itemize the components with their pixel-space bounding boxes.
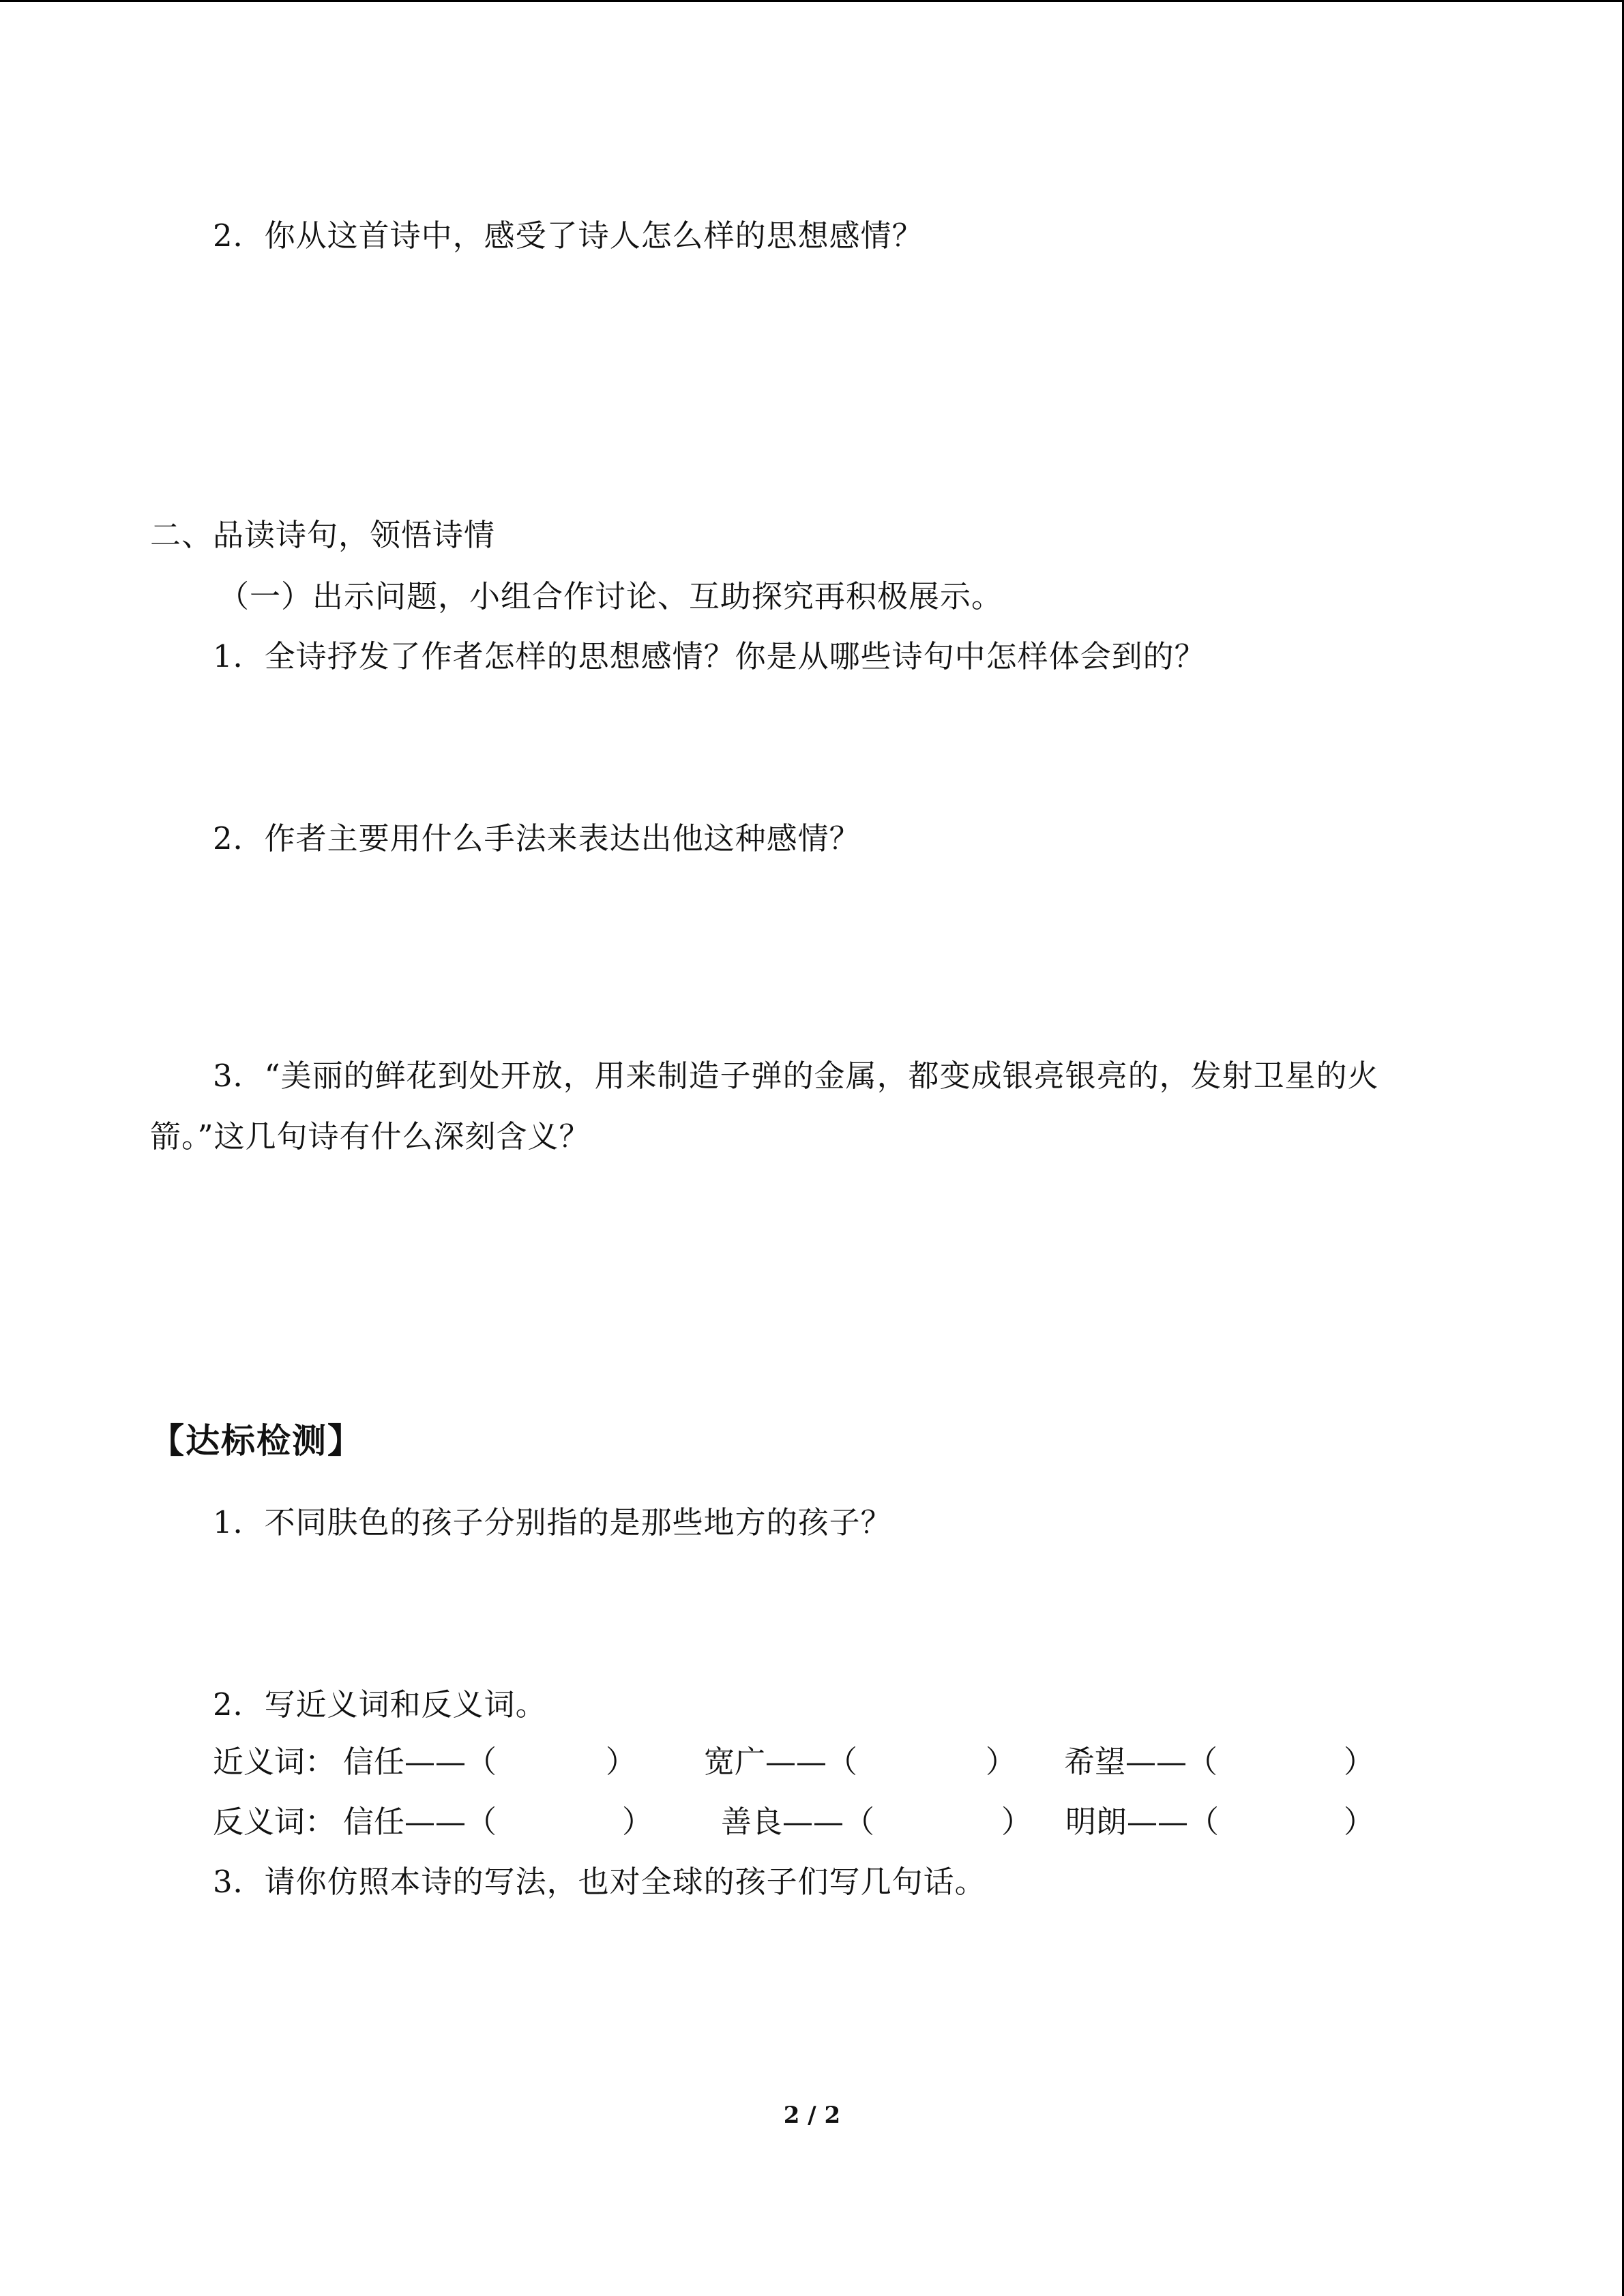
subsection-1: （一）出示问题，小组合作讨论、互助探究再积极展示。: [218, 578, 1003, 614]
synonym-blank-3-close: ）: [1344, 1744, 1375, 1780]
section-2-title: 二、品读诗句，领悟诗情: [150, 517, 496, 553]
test-question-3: 3．请你仿照本诗的写法，也对全球的孩子们写几句话。: [213, 1864, 986, 1900]
test-section-heading: 【达标检测】: [150, 1421, 363, 1461]
synonym-item-2: 宽广——（: [704, 1744, 858, 1780]
question-feeling: 2．你从这首诗中，感受了诗人怎么样的思想感情？: [213, 218, 924, 254]
question-1: 1．全诗抒发了作者怎样的思想感情？你是从哪些诗句中怎样体会到的？: [213, 638, 1206, 674]
test-question-2: 2．写近义词和反义词。: [213, 1686, 547, 1723]
synonym-blank-1-close: ）: [606, 1744, 637, 1780]
antonym-blank-2-close: ）: [1001, 1804, 1033, 1840]
synonyms-label: 近义词：: [213, 1744, 336, 1780]
synonym-blank-2-close: ）: [986, 1744, 1017, 1780]
antonyms-label: 反义词：: [213, 1804, 336, 1840]
question-2: 2．作者主要用什么手法来表达出他这种感情？: [213, 820, 861, 856]
question-3-line-1: 3．“美丽的鲜花到处开放，用来制造子弹的金属，都变成银亮银亮的，发射卫星的火: [213, 1058, 1379, 1094]
antonym-blank-1-close: ）: [622, 1804, 653, 1840]
antonym-item-3: 明朗——（: [1065, 1804, 1220, 1840]
question-3-line-2: 箭。”这几句诗有什么深刻含义？: [150, 1118, 591, 1154]
page-number: 2 / 2: [783, 2102, 841, 2129]
synonym-item-1: 信任——（: [343, 1744, 497, 1780]
antonym-item-2: 善良——（: [721, 1804, 875, 1840]
test-question-1: 1．不同肤色的孩子分别指的是那些地方的孩子？: [213, 1504, 892, 1540]
antonym-blank-3-close: ）: [1344, 1804, 1375, 1840]
antonym-item-1: 信任——（: [343, 1804, 497, 1840]
synonym-item-3: 希望——（: [1064, 1744, 1218, 1780]
